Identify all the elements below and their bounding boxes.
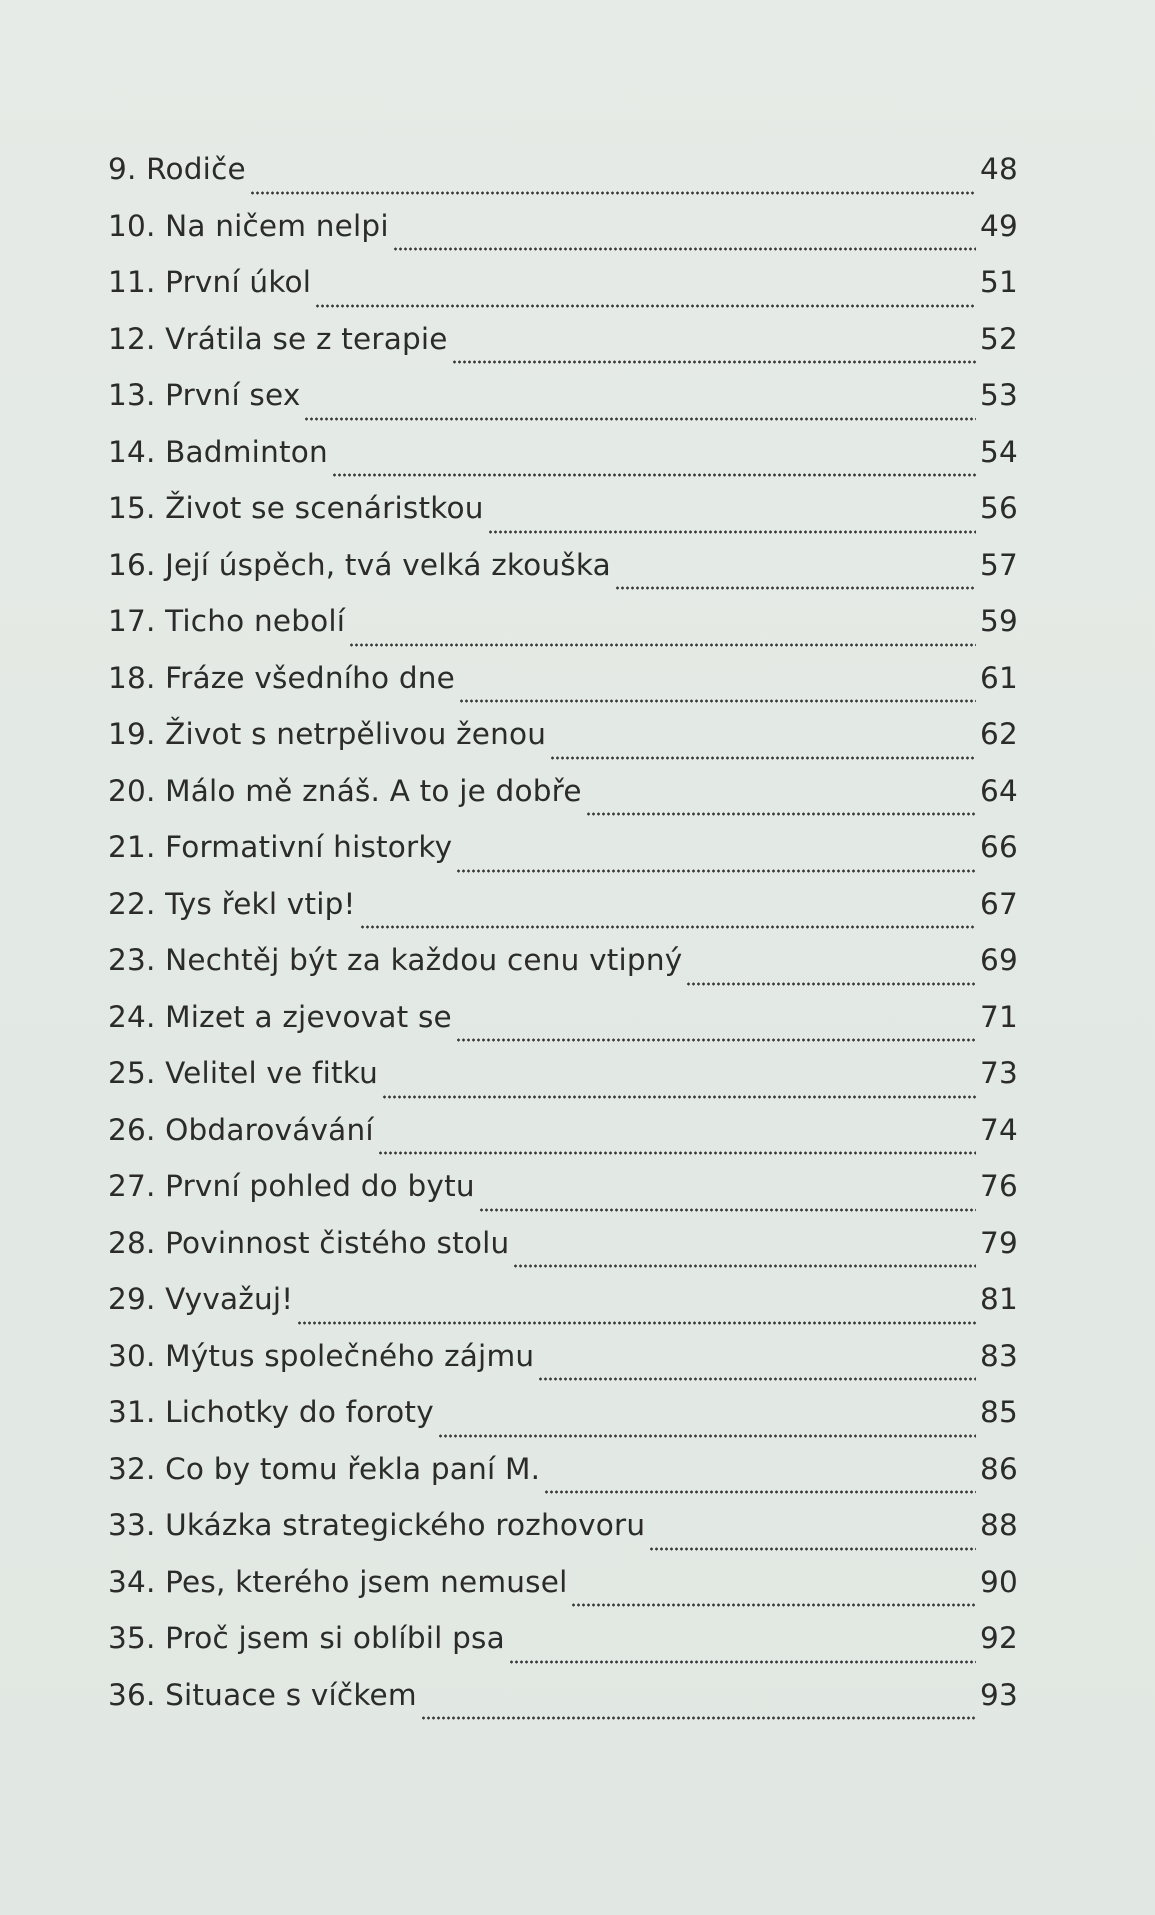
toc-entry-page-number: 85 (980, 1395, 1018, 1429)
toc-entry (108, 378, 1018, 435)
dot-leader (456, 1038, 976, 1042)
toc-entry (108, 1339, 1018, 1396)
toc-entry-title: 15. Život se scenáristkou (108, 491, 484, 525)
dot-leader (586, 812, 976, 816)
dot-leader (686, 982, 976, 986)
dot-leader (544, 1490, 976, 1494)
toc-entry-page-number: 49 (980, 208, 1018, 243)
toc-entry (108, 1621, 1018, 1678)
toc-entry-title: 30. Mýtus společného zájmu (108, 1338, 535, 1373)
dot-leader (615, 586, 976, 590)
dot-leader (382, 1095, 976, 1099)
dot-leader (571, 1603, 976, 1607)
toc-entry (108, 548, 1018, 605)
toc-entry-page-number: 62 (980, 717, 1018, 751)
toc-entry-title: 34. Pes, kterého jsem nemusel (108, 1564, 568, 1599)
dot-leader (250, 191, 976, 195)
toc-entry-title: 24. Mizet a zjevovat se (108, 999, 452, 1034)
dot-leader (332, 473, 976, 477)
toc-entry-page-number: 83 (980, 1338, 1018, 1373)
toc-entry (108, 717, 1018, 774)
toc-entry-title: 10. Na ničem nelpi (108, 208, 389, 243)
toc-entry (108, 491, 1018, 548)
toc-entry-page-number: 51 (980, 265, 1018, 299)
toc-entry-page-number: 81 (980, 1282, 1018, 1316)
dot-leader (349, 643, 976, 647)
toc-entry-page-number: 54 (980, 434, 1018, 469)
toc-entry-page-number: 79 (980, 1225, 1018, 1260)
toc-entry-title: 32. Co by tomu řekla paní M. (108, 1451, 541, 1486)
dot-leader (421, 1716, 976, 1720)
toc-entry-page-number: 66 (980, 830, 1018, 864)
toc-entry-page-number: 53 (980, 378, 1018, 412)
dot-leader (438, 1434, 976, 1438)
toc-entry-page-number: 71 (980, 999, 1018, 1034)
toc-entry (108, 322, 1018, 379)
toc-entry (108, 774, 1018, 831)
toc-entry-page-number: 67 (980, 886, 1018, 921)
toc-entry-title: 12. Vrátila se z terapie (108, 321, 448, 356)
toc-entry-title: 29. Vyvažuj! (108, 1282, 294, 1316)
dot-leader (452, 360, 976, 364)
toc-entry-page-number: 92 (980, 1621, 1018, 1655)
toc-entry-title: 22. Tys řekl vtip! (108, 886, 356, 921)
toc-entry (108, 1000, 1018, 1057)
toc-entry-title: 17. Ticho nebolí (108, 604, 346, 638)
toc-entry-title: 20. Málo mě znáš. A to je dobře (108, 773, 582, 808)
toc-entry (108, 830, 1018, 887)
toc-entry (108, 1452, 1018, 1509)
toc-entry-title: 11. První úkol (108, 265, 312, 299)
toc-entry-title: 28. Povinnost čistého stolu (108, 1225, 510, 1260)
toc-entry-page-number: 59 (980, 604, 1018, 638)
toc-entry (108, 1113, 1018, 1170)
toc-entry (108, 1508, 1018, 1565)
toc-entry (108, 943, 1018, 1000)
toc-entry-page-number: 64 (980, 773, 1018, 808)
toc-entry-title: 14. Badminton (108, 434, 328, 469)
toc-entry-title: 27. První pohled do bytu (108, 1169, 475, 1203)
toc-entry (108, 1395, 1018, 1452)
toc-entry-page-number: 56 (980, 491, 1018, 525)
dot-leader (538, 1377, 976, 1381)
toc-entry (108, 152, 1018, 209)
dot-leader (550, 756, 976, 760)
toc-entry-title: 25. Velitel ve fitku (108, 1056, 379, 1090)
toc-entry-page-number: 73 (980, 1056, 1018, 1090)
toc-entry-title: 19. Život s netrpělivou ženou (108, 717, 547, 751)
dot-leader (459, 699, 976, 703)
toc-entry-page-number: 69 (980, 943, 1018, 977)
toc-entry-title: 23. Nechtěj být za každou cenu vtipný (108, 943, 683, 977)
toc-entry-title: 18. Fráze všedního dne (108, 660, 456, 695)
toc-entry-title: 36. Situace s víčkem (108, 1677, 417, 1712)
toc-entry-page-number: 52 (980, 321, 1018, 356)
toc-entry-page-number: 86 (980, 1451, 1018, 1486)
dot-leader (509, 1660, 976, 1664)
toc-entry (108, 1565, 1018, 1622)
toc-entry (108, 1282, 1018, 1339)
dot-leader (488, 530, 976, 534)
toc-entry-title: 9. Rodiče (108, 152, 246, 186)
dot-leader (360, 925, 976, 929)
toc-entry-title: 21. Formativní historky (108, 830, 453, 864)
toc-entry (108, 1678, 1018, 1735)
toc-entry-title: 16. Její úspěch, tvá velká zkouška (108, 547, 611, 582)
toc-entry-page-number: 93 (980, 1677, 1018, 1712)
toc-entry-page-number: 76 (980, 1169, 1018, 1203)
toc-entry-title: 35. Proč jsem si oblíbil psa (108, 1621, 505, 1655)
toc-entry-page-number: 74 (980, 1112, 1018, 1147)
toc-entry-page-number: 61 (980, 660, 1018, 695)
toc-entry (108, 887, 1018, 944)
toc-entry-title: 33. Ukázka strategického rozhovoru (108, 1508, 646, 1542)
dot-leader (304, 417, 976, 421)
toc-entry (108, 265, 1018, 322)
toc-entry-page-number: 48 (980, 152, 1018, 186)
dot-leader (315, 304, 976, 308)
dot-leader (393, 247, 976, 251)
dot-leader (297, 1321, 976, 1325)
toc-entry-page-number: 57 (980, 547, 1018, 582)
toc-entry (108, 604, 1018, 661)
toc-entry (108, 1226, 1018, 1283)
toc-entry (108, 661, 1018, 718)
toc-entry (108, 1056, 1018, 1113)
toc-entry-page-number: 88 (980, 1508, 1018, 1542)
dot-leader (378, 1151, 976, 1155)
toc-entry (108, 435, 1018, 492)
toc-entry-title: 31. Lichotky do foroty (108, 1395, 434, 1429)
dot-leader (513, 1264, 976, 1268)
toc-entry (108, 1169, 1018, 1226)
toc-entry-page-number: 90 (980, 1564, 1018, 1599)
toc-entry-title: 26. Obdarovávání (108, 1112, 374, 1147)
dot-leader (456, 869, 976, 873)
dot-leader (649, 1547, 976, 1551)
toc-entry-title: 13. První sex (108, 378, 301, 412)
table-of-contents (108, 152, 1018, 1734)
toc-entry (108, 209, 1018, 266)
dot-leader (479, 1208, 976, 1212)
